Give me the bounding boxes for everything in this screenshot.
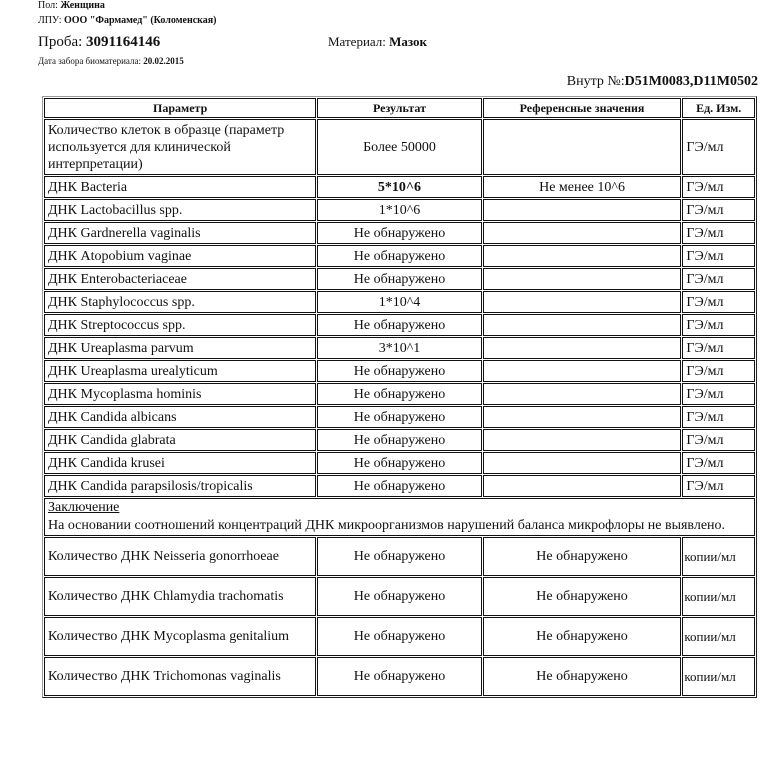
param-cell: ДНК Bacteria [44, 176, 316, 198]
param-cell: ДНК Candida parapsilosis/tropicalis [44, 475, 316, 497]
conclusion-row [44, 498, 755, 536]
unit-cell: копии/мл [682, 617, 755, 656]
unit-cell: ГЭ/мл [682, 199, 755, 221]
table-row [44, 222, 755, 244]
material-label: Материал: [328, 34, 386, 49]
material-value: Мазок [389, 34, 428, 49]
unit-cell: ГЭ/мл [682, 245, 755, 267]
sample-number [38, 33, 160, 51]
table-row [44, 360, 755, 382]
unit-cell: ГЭ/мл [682, 452, 755, 474]
reference-cell [483, 337, 682, 359]
table-row [44, 176, 755, 198]
param-cell: Количество клеток в образце (параметр используется для клинической интерпретации) [44, 119, 316, 175]
param-cell: ДНК Gardnerella vaginalis [44, 222, 316, 244]
column-header-reference: Референсные значения [483, 98, 682, 118]
table-row [44, 429, 755, 451]
unit-cell: ГЭ/мл [682, 176, 755, 198]
conclusion-cell [44, 498, 755, 536]
material [328, 34, 427, 50]
unit-cell: ГЭ/мл [682, 406, 755, 428]
result-cell: Не обнаружено [317, 268, 481, 290]
column-header-unit: Ед. Изм. [682, 98, 755, 118]
reference-cell [483, 268, 682, 290]
collection-date [38, 55, 184, 67]
reference-cell [483, 291, 682, 313]
result-cell: Более 50000 [317, 119, 481, 175]
param-cell: ДНК Candida glabrata [44, 429, 316, 451]
reference-cell: Не обнаружено [483, 577, 682, 616]
unit-cell: ГЭ/мл [682, 119, 755, 175]
param-cell: ДНК Candida krusei [44, 452, 316, 474]
param-cell: ДНК Atopobium vaginae [44, 245, 316, 267]
table-row [44, 268, 755, 290]
patient-sex [38, 0, 105, 12]
table-row [44, 452, 755, 474]
result-cell: Не обнаружено [317, 577, 481, 616]
param-cell: ДНК Ureaplasma parvum [44, 337, 316, 359]
table-row-infection [44, 657, 755, 696]
result-cell: Не обнаружено [317, 617, 481, 656]
param-cell: ДНК Candida albicans [44, 406, 316, 428]
lpu-value: ООО "Фармамед" (Коломенская) [63, 15, 217, 26]
unit-cell: копии/мл [682, 577, 755, 616]
result-cell: 1*10^4 [317, 291, 481, 313]
table-row [44, 383, 755, 405]
param-cell: ДНК Streptococcus spp. [44, 314, 316, 336]
param-cell: ДНК Mycoplasma hominis [44, 383, 316, 405]
sample-label: Проба: [38, 34, 83, 50]
reference-cell [483, 383, 682, 405]
reference-cell [483, 314, 682, 336]
table-row-infection [44, 577, 755, 616]
unit-cell: ГЭ/мл [682, 383, 755, 405]
results-table [42, 96, 757, 698]
table-row-infection [44, 537, 755, 576]
result-cell: Не обнаружено [317, 537, 481, 576]
table-row [44, 314, 755, 336]
reference-cell: Не обнаружено [483, 617, 682, 656]
table-row [44, 245, 755, 267]
param-cell: Количество ДНК Mycoplasma genitalium [44, 617, 316, 656]
param-cell: ДНК Ureaplasma urealyticum [44, 360, 316, 382]
unit-cell: ГЭ/мл [682, 291, 755, 313]
unit-cell: ГЭ/мл [682, 268, 755, 290]
param-cell: Количество ДНК Trichomonas vaginalis [44, 657, 316, 696]
table-row-cell-count [44, 119, 755, 175]
column-header-parameter: Параметр [44, 98, 316, 118]
internal-value: D51M0083,D11M0502 [624, 74, 758, 89]
unit-cell: ГЭ/мл [682, 360, 755, 382]
result-cell: Не обнаружено [317, 360, 481, 382]
result-cell: Не обнаружено [317, 429, 481, 451]
table-header-row [44, 98, 755, 118]
result-cell: Не обнаружено [317, 452, 481, 474]
result-cell: 1*10^6 [317, 199, 481, 221]
sex-label: Пол: [38, 0, 58, 11]
reference-cell [483, 452, 682, 474]
unit-cell: копии/мл [682, 537, 755, 576]
result-cell: Не обнаружено [317, 314, 481, 336]
result-cell: Не обнаружено [317, 475, 481, 497]
unit-cell: копии/мл [682, 657, 755, 696]
result-cell: Не обнаружено [317, 657, 481, 696]
date-value: 20.02.2015 [143, 56, 184, 66]
result-cell: Не обнаружено [317, 222, 481, 244]
reference-cell [483, 245, 682, 267]
lpu-label: ЛПУ: [38, 15, 62, 26]
sample-value: 3091164146 [86, 34, 161, 50]
reference-cell [483, 360, 682, 382]
unit-cell: ГЭ/мл [682, 314, 755, 336]
conclusion-title: Заключение [48, 500, 120, 515]
table-row [44, 406, 755, 428]
table-row [44, 337, 755, 359]
unit-cell: ГЭ/мл [682, 429, 755, 451]
clinic-line [38, 15, 217, 27]
column-header-result: Результат [317, 98, 481, 118]
date-label: Дата забора биоматериала: [38, 56, 141, 66]
reference-cell [483, 429, 682, 451]
reference-cell [483, 406, 682, 428]
sex-value: Женщина [60, 0, 105, 11]
reference-cell: Не обнаружено [483, 537, 682, 576]
result-cell: 5*10^6 [317, 176, 481, 198]
reference-cell: Не обнаружено [483, 657, 682, 696]
result-cell: Не обнаружено [317, 245, 481, 267]
reference-cell [483, 222, 682, 244]
param-cell: Количество ДНК Chlamydia trachomatis [44, 577, 316, 616]
result-cell: Не обнаружено [317, 383, 481, 405]
param-cell: Количество ДНК Neisseria gonorrhoeae [44, 537, 316, 576]
conclusion-text: На основании соотношений концентраций ДНК микроорганизмов нарушений баланса микрофлоры не выявлено. [48, 518, 726, 533]
reference-cell [483, 119, 682, 175]
unit-cell: ГЭ/мл [682, 337, 755, 359]
result-cell: 3*10^1 [317, 337, 481, 359]
internal-label: Внутр №: [566, 74, 625, 89]
reference-cell [483, 199, 682, 221]
reference-cell [483, 475, 682, 497]
param-cell: ДНК Staphylococcus spp. [44, 291, 316, 313]
table-row-infection [44, 617, 755, 656]
unit-cell: ГЭ/мл [682, 475, 755, 497]
reference-cell: Не менее 10^6 [483, 176, 682, 198]
table-row [44, 291, 755, 313]
param-cell: ДНК Lactobacillus spp. [44, 199, 316, 221]
table-row [44, 199, 755, 221]
unit-cell: ГЭ/мл [682, 222, 755, 244]
result-cell: Не обнаружено [317, 406, 481, 428]
param-cell: ДНК Enterobacteriaceae [44, 268, 316, 290]
table-row [44, 475, 755, 497]
internal-number [567, 73, 758, 90]
